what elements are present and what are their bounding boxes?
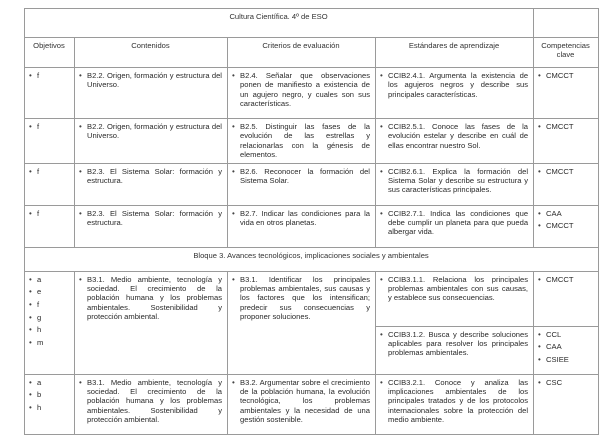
competencia-item: • CMCCT [538, 275, 593, 284]
contenido-cell [75, 205, 228, 247]
objetivo-item: • a [29, 378, 69, 387]
title-row [25, 9, 599, 38]
criterio-text: • B3.1. Identificar los principales problemas ambientales, sus causas y los factores que los intensifican; predecir sus consecuencias y proponer soluciones. [232, 275, 370, 322]
competencia-item: • CMCCT [538, 167, 593, 176]
header-criterios: Criterios de evaluación [228, 38, 376, 68]
criterio-text: • B2.6. Reconocer la formación del Sistema Solar. [232, 167, 370, 186]
table-title: Cultura Científica. 4º de ESO [25, 9, 534, 38]
criterio-cell [228, 205, 376, 247]
estandar-text: • CCIB3.1.2. Busca y describe soluciones aplicables para resolver los principales problemas ambientales. [380, 330, 528, 358]
objetivo-item: • f [29, 209, 69, 218]
objetivo-item: • a [29, 275, 69, 284]
contenido-cell [75, 374, 228, 434]
criterio-cell [228, 68, 376, 119]
competencias-cell [534, 163, 599, 205]
estandar-text: • CCIB2.5.1. Conoce las fases de la evolución estelar y describe en cuál de ellas encontrar nuestro Sol. [380, 122, 528, 150]
table-row [25, 205, 599, 247]
competencia-item: • CAA [538, 209, 593, 218]
column-header-row [25, 38, 599, 68]
estandar-text: • CCIB3.2.1. Conoce y analiza las implicaciones ambientales de los principales tratados y de los protocolos internacionales sobre la protección del medio ambiente. [380, 378, 528, 425]
competencias-cell [534, 326, 599, 374]
criterio-cell [228, 374, 376, 434]
bloque-heading: Bloque 3. Avances tecnológicos, implicaciones sociales y ambientales [25, 247, 599, 271]
objetivo-item: • h [29, 325, 69, 334]
contenido-text: • B2.3. El Sistema Solar: formación y estructura. [79, 209, 222, 228]
estandar-text: • CCIB2.7.1. Indica las condiciones que debe cumplir un planeta para que pueda albergar vida. [380, 209, 528, 237]
contenido-cell [75, 271, 228, 374]
objetivo-item: • f [29, 300, 69, 309]
header-contenidos: Contenidos [75, 38, 228, 68]
competencia-item: • CAA [538, 342, 593, 351]
curriculum-table [24, 8, 599, 435]
estandar-text: • CCIB2.6.1. Explica la formación del Sistema Solar y describe su estructura y sus características principales. [380, 167, 528, 195]
estandar-cell [376, 374, 534, 434]
objetivo-item: • f [29, 71, 69, 80]
objetivos-cell [25, 68, 75, 119]
contenido-text: • B2.2. Origen, formación y estructura del Universo. [79, 71, 222, 90]
estandar-cell [376, 205, 534, 247]
objetivos-cell [25, 271, 75, 374]
competencias-cell [534, 271, 599, 326]
header-competencias: Competencias clave [534, 38, 599, 68]
competencias-cell [534, 119, 599, 164]
objetivos-cell [25, 119, 75, 164]
criterio-text: • B2.4. Señalar que observaciones ponen de manifiesto a existencia de un agujero negro, y cuales son sus características. [232, 71, 370, 109]
objetivos-cell [25, 374, 75, 434]
objetivo-item: • h [29, 403, 69, 412]
competencia-item: • CMCCT [538, 71, 593, 80]
criterio-cell [228, 119, 376, 164]
bloque-row [25, 247, 599, 271]
competencias-cell [534, 205, 599, 247]
table-row [25, 374, 599, 434]
criterio-text: • B2.5. Distinguir las fases de la evolución de las estrellas y relacionarlas con la génesis de elementos. [232, 122, 370, 160]
objetivo-item: • m [29, 338, 69, 347]
criterio-text: • B3.2. Argumentar sobre el crecimiento de la población humana, la evolución tecnológica, los problemas ambientales y la necesidad de una gestión sostenible. [232, 378, 370, 425]
estandar-cell [376, 119, 534, 164]
table-row [25, 163, 599, 205]
contenido-cell [75, 68, 228, 119]
contenido-cell [75, 119, 228, 164]
estandar-cell [376, 271, 534, 326]
title-empty-cell [534, 9, 599, 38]
estandar-text: • CCIB2.4.1. Argumenta la existencia de los agujeros negros y describe sus principales características. [380, 71, 528, 99]
competencias-cell [534, 68, 599, 119]
contenido-text: • B3.1. Medio ambiente, tecnología y sociedad. El crecimiento de la población humana y los problemas ambientales. Sostenibilidad y protección ambiental. [79, 378, 222, 425]
competencias-cell [534, 374, 599, 434]
competencia-item: • CCL [538, 330, 593, 339]
estandar-text: • CCIB3.1.1. Relaciona los principales problemas ambientales con sus causas, y establece sus consecuencias. [380, 275, 528, 303]
competencia-item: • CMCCT [538, 122, 593, 131]
competencia-item: • CMCCT [538, 221, 593, 230]
competencia-item: • CSC [538, 378, 593, 387]
contenido-text: • B2.3. El Sistema Solar: formación y estructura. [79, 167, 222, 186]
objetivo-item: • f [29, 122, 69, 131]
table-row [25, 271, 599, 326]
estandar-cell [376, 326, 534, 374]
objetivo-item: • e [29, 287, 69, 296]
objetivos-cell [25, 205, 75, 247]
criterio-text: • B2.7. Indicar las condiciones para la vida en otros planetas. [232, 209, 370, 228]
criterio-cell [228, 271, 376, 374]
estandar-cell [376, 68, 534, 119]
objetivos-cell [25, 163, 75, 205]
contenido-text: • B3.1. Medio ambiente, tecnología y sociedad. El crecimiento de la población humana y los problemas ambientales. Sostenibilidad y protección ambiental. [79, 275, 222, 322]
objetivo-item: • g [29, 313, 69, 322]
contenido-text: • B2.2. Origen, formación y estructura del Universo. [79, 122, 222, 141]
header-objetivos: Objetivos [25, 38, 75, 68]
table-row [25, 68, 599, 119]
competencia-item: • CSIEE [538, 355, 593, 364]
objetivo-item: • b [29, 390, 69, 399]
estandar-cell [376, 163, 534, 205]
contenido-cell [75, 163, 228, 205]
objetivo-item: • f [29, 167, 69, 176]
criterio-cell [228, 163, 376, 205]
table-row [25, 119, 599, 164]
header-estandares: Estándares de aprendizaje [376, 38, 534, 68]
